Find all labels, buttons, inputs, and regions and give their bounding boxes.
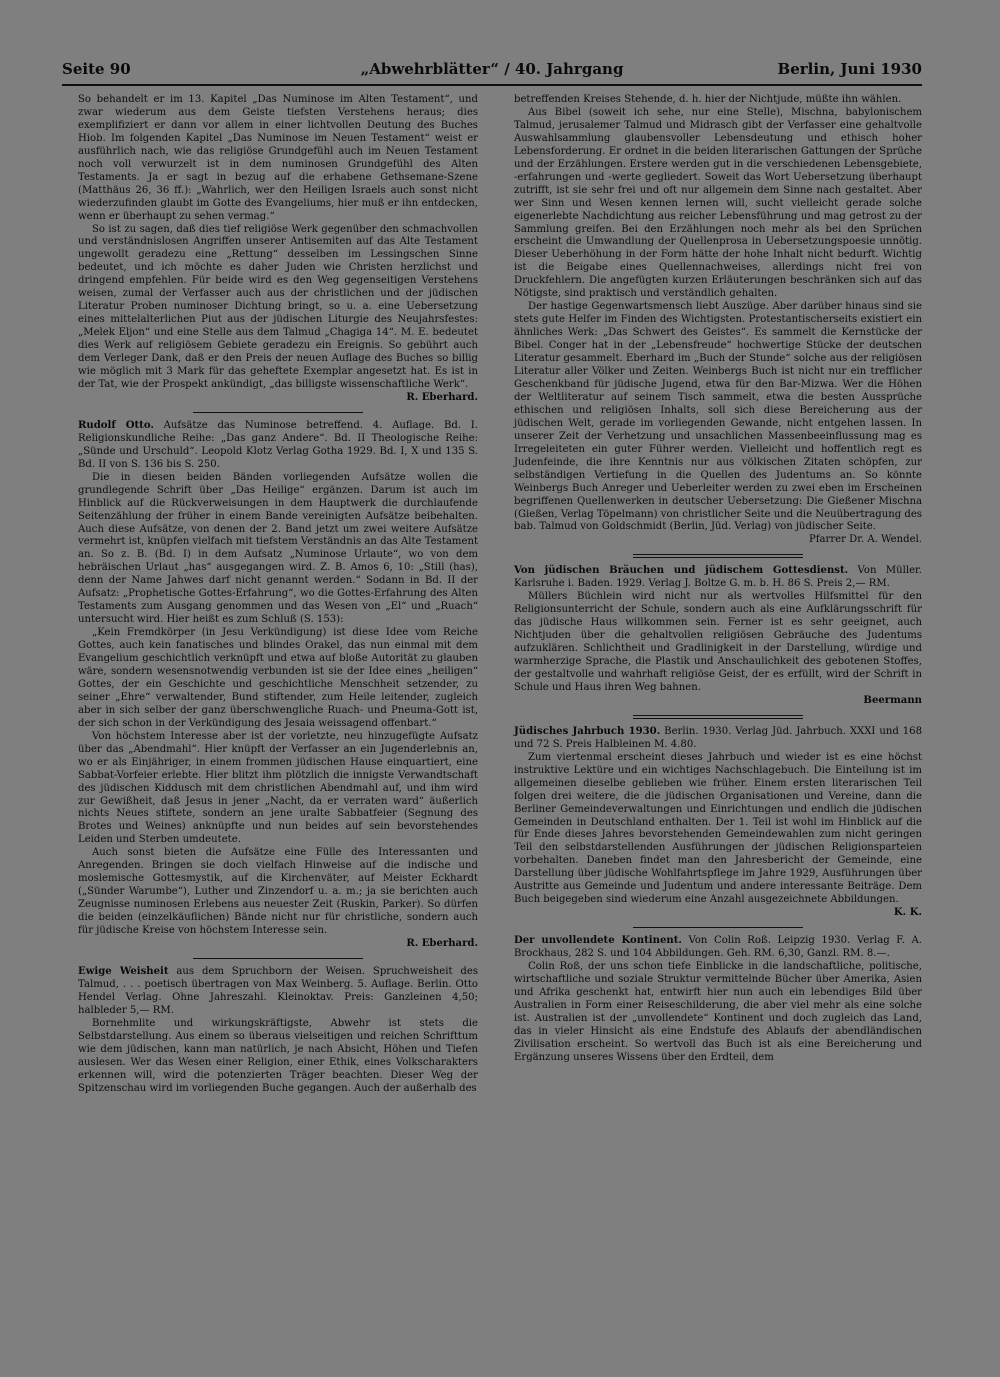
review-bibliography: Aufsätze das Numinose betreffend. 4. Auflage. Bd. I. Religionskundliche Reihe: „Das ganz Andere“. Bd. II Theologische Reihe: „Sünde und Urschuld“. Leopold Klotz Verlag Gotha 1929. Bd. I, X und 135 S. Bd. II von S. 136 bis S. 250. <box>78 419 478 470</box>
review-otto-continued <box>78 94 478 405</box>
review-paragraph: So ist zu sagen, daß dies tief religiöse Werk gegenüber den schmachvollen und verständnislosen Angriffen unserer Antisemiten auf das Alte Testament ungewollt geradezu eine „Rettung“ desselben im Lessingschen Sinne bedeutet, und ich möchte es daher Juden wie Christen herzlichst und dringend empfehlen. Für beide wird es den Weg gegenseitigen Verstehens weisen, zumal der Verfasser auch aus der christlichen und der jüdischen Literatur Proben numinoser Dichtung bringt, so u. a. eine Uebersetzung eines mittelalterlichen Piut aus der jüdischen Liturgie des Neujahrsfestes: „Melek Eljon“ und eine Stelle aus dem Talmud „Chagiga 14“. M. E. bedeutet dies Werk auf religiösem Gebiete geradezu ein Ereignis. So gebührt auch dem Verleger Dank, daß er den Preis der neuen Auflage des Buches so billig wie möglich mit 3 Mark für das geheftete Exemplar angesetzt hat. Es ist in der Tat, wie der Prospekt ankündigt, „das billigste wissenschaftliche Werk“. <box>78 223 478 390</box>
review-paragraph: Colin Roß, der uns schon tiefe Einblicke in die landschaftliche, politische, wirtschaftliche und soziale Struktur vermittelnde Bücher über Amerika, Asien und Afrika geschenkt hat, entwirft hier nun auch ein lebendiges Bild über Australien in Form einer Reiseschilderung, die aber viel mehr als eine solche ist. Australien ist der „unvollendete“ Kontinent und doch zugleich das Land, das in vieler Hinsicht als eine Endstufe des Ablaufs der abendländischen Zivilisation erscheint. So wertvoll das Buch ist als eine Bereicherung und Ergänzung unseres Wissens über den Erdteil, dem <box>514 961 922 1063</box>
review-entry-head <box>514 565 922 591</box>
review-paragraph: So behandelt er im 13. Kapitel „Das Numinose im Alten Testament“, und zwar wiederum aus dem Geiste tiefsten Verstehens heraus; dies exemplifiziert er dann vor allem in einer lichtvollen Deutung des Buches Hiob. Im folgenden Kapitel „Das Numinose im Neuen Testament“ weist er ausführlich nach, wie das religiöse Grundgefühl auch im Neuen Testament noch voll verwurzelt ist in dem numinosen Grundgefühl des Alten Testaments. Ja er sagt in bezug auf die erhabene Gethsemane-Szene (Matthäus 26, 36 ff.): „Wahrlich, wer den Heiligen Israels auch sonst nicht wiederzufinden glaubt im Gotte des Evangeliums, hier muß er ihn entdecken, wenn er überhaupt zu sehen vermag.“ <box>78 94 478 222</box>
separator-rule <box>633 715 803 719</box>
review-bibliography: Von Müller. Karlsruhe i. Baden. 1929. Verlag J. Boltze G. m. b. H. 86 S. Preis 2,— RM. <box>514 565 922 590</box>
review-signature: Pfarrer Dr. A. Wendel. <box>808 534 922 546</box>
publication-title: „Abwehrblätter“ / 40. Jahrgang <box>360 60 624 78</box>
review-bibliography: aus dem Spruchborn der Weisen. Spruchweisheit des Talmud, . . . poetisch übertragen von Max Weinberg. 5. Auflage. Berlin. Otto Hendel Verlag. Ohne Jahreszahl. Kleinoktav. Preis: Ganzleinen 4,50; halbleder 5,— RM. <box>78 965 479 1016</box>
review-paragraph: Aus Bibel (soweit ich sehe, nur eine Stelle), Mischna, babylonischem Talmud, jerusalemer Talmud und Midrasch gibt der Verfasser eine gehaltvolle Auswahlsammlung glaubensvoller Lebensdeutung und ethisch hoher Lebensforderung. Er ordnet in die beiden literarischen Gattungen der Sprüche und der Erzählungen. Erstere werden gut in die verschiedenen Lebensgebiete, -erfahrungen und -werte gegliedert. Soweit das Wort Uebersetzung überhaupt zutrifft, ist sie sehr frei und oft nur allgemein dem Sinne nach gestaltet. Aber wer Sinn und Wesen kennen lernen will, sucht vielleicht gerade solche eigenerlebte Nachdichtung aus reicher Lebensführung und mag getrost zu der Sammlung greifen. Bei den Erzählungen noch mehr als bei den Sprüchen erscheint die Umwandlung der Quellenprosa in Uebersetzungspoesie unnötig. Dieser Ueberhöhung in der Form hätte der hohe Inhalt nicht bedurft. Wichtig ist die Beigabe eines Quellennachweises, allerdings nicht frei von Druckfehlern. Die angefügten kurzen Erläuterungen beschränken sich auf das Nötigste, sind praktisch und verständlich gehalten. <box>514 106 922 300</box>
review-paragraph: Zum viertenmal erscheint dieses Jahrbuch und wieder ist es eine höchst instruktive Lektüre und ein wichtiges Nachschlagebuch. Die Einteilung ist im allgemeinen dieselbe geblieben wie früher. Einem ersten literarischen Teil folgen drei weitere, die die jüdischen Organisationen und Vereine, dann die Berliner Gemeindeverwaltungen und Einrichtungen und endlich die jüdischen Gemeinden in Deutschland enthalten. Der 1. Teil ist wohl im Hinblick auf die für Ende dieses Jahres bevorstehenden Gemeindewahlen zum nicht geringen Teil den selbstdarstellenden Ausführungen der jüdischen Religionsparteien vorbehalten. Daneben findet man den Jahresbericht der Gemeinde, eine Darstellung über jüdische Wohlfahrtspflege im Jahre 1929, Ausführungen über Austritte aus Gemeinde und Judentum und andere interessante Beiträge. Dem Buch beigegeben sind wiederum eine Anzahl ausgezeichnete Abbildungen. <box>514 751 922 906</box>
review-heading: Rudolf Otto. <box>78 419 154 431</box>
review-paragraph: Der hastige Gegenwartsmensch liebt Auszüge. Aber darüber hinaus sind sie stets gute Helfer im Finden des Wichtigsten. Protestantischerseits existiert ein ähnliches Werk: „Das Schwert des Geistes“. Es sammelt die Kernstücke der Bibel. Conger hat in der „Lebensfreude“ hochwertige Stücke der deutschen Literatur gesammelt. Eberhard im „Buch der Stunde“ solche aus der religiösen Literatur aller Völker und Zeiten. Weinbergs Buch ist nicht nur ein trefflicher Geschenkband für jüdische Jugend, etwa für den Bar-Mizwa. Wer die Höhen der Weltliteratur auf seinem Tisch sammelt, etwa die besten Aussprüche ethischen und religiösen Inhalts, soll sich diese Bereicherung aus der jüdischen Welt, gerade im vorliegenden Gewande, nicht entgehen lassen. In unserer Zeit der Verhetzung und unsachlichen Massenbeeinflussung mag es Irregeleiteten ein guter Führer werden. Vielleicht und hoffentlich regt es Judenfeinde, die ihre Kenntnis nur aus völkischen Zitaten schöpfen, zur selbständigen Vertiefung in die Quellen des Judentums an. So könnte Weinbergs Buch Anreger und Ueberleiter werden zu zwei eben im Erscheinen begriffenen Quellenwerken in deutscher Uebersetzung: Die Gießener Mischna (Gießen, Verlag Töpelmann) von christlicher Seite und die Neuübertragung des bab. Talmud von Goldschmidt (Berlin, Jüd. Verlag) von jüdischer Seite. <box>514 301 922 533</box>
review-signature: K. K. <box>893 907 922 919</box>
review-paragraph: Müllers Büchlein wird nicht nur als wertvolles Hilfsmittel für den Religionsunterricht der Schule, sondern auch als eine Aufklärungsschrift für das jüdische Haus willkommen sein. Ferner ist es sehr geeignet, auch Nichtjuden über die gehaltvollen religiösen Gebräuche des Judentums aufzuklären. Schlichtheit und Gradlinigkeit in der Darstellung, würdige und warmherzige Sprache, die Plastik und Anschaulichkeit des gebotenen Stoffes, der gestaltvolle und wahrhaft religiöse Geist, der es erfüllt, wird der Schrift in Schule und Haus ihren Weg bahnen. <box>514 591 922 693</box>
separator-rule <box>633 927 803 928</box>
right-column <box>514 94 922 1065</box>
review-otto-aufsaetze <box>78 420 478 951</box>
issue-date: Berlin, Juni 1930 <box>777 60 922 78</box>
review-signature: Beermann <box>863 694 922 706</box>
review-unvollendete-kontinent <box>514 935 922 1065</box>
review-entry-head <box>78 966 478 1018</box>
review-entry-head <box>514 726 922 752</box>
review-ewige-weisheit-continued <box>514 94 922 547</box>
review-paragraph: Auch sonst bieten die Aufsätze eine Fülle des Interessanten und Anregenden. Bringen sie doch vielfach Hinweise auf die indische und moslemische Gottesmystik, auf die Kirchenväter, auf Meister Eckhardt („Sünder Warumbe“), Luther und Zinzendorf u. a. m.; ja sie berichten auch Zeugnisse numinosen Erlebens aus neuester Zeit (Ruskin, Parker). So dürfen die beiden (einzelkäuflichen) Bände nicht nur für christliche, sondern auch für jüdische Kreise von höchstem Interesse sein. <box>78 847 478 937</box>
review-juedische-braeuche <box>514 565 922 707</box>
review-ewige-weisheit <box>78 966 478 1096</box>
review-signature: R. Eberhard. <box>406 391 478 403</box>
page-number: Seite 90 <box>62 60 131 78</box>
review-heading: Von jüdischen Bräuchen und jüdischem Gottesdienst. <box>514 565 849 577</box>
review-paragraph: Bornehmlite und wirkungskräftigste, Abwehr ist stets die Selbstdarstellung. Aus einem so überaus vielseitigen und reichen Schrifttum wie dem jüdischen, kann man natürlich, je nach Absicht, Höhen und Tiefen auslesen. Wer das Wesen einer Religion, einer Ethik, eines Volkscharakters erkennen will, wird die potenzierten Träger beachten. Dieser Weg der Spitzenschau wird im vorliegenden Buche gegangen. Auch der außerhalb des <box>78 1017 478 1094</box>
review-paragraph: betreffenden Kreises Stehende, d. h. hier der Nichtjude, müßte ihn wählen. <box>514 94 902 105</box>
review-entry-head <box>514 935 922 961</box>
page-header <box>62 58 922 86</box>
review-paragraph: Von höchstem Interesse aber ist der vorletzte, neu hinzugefügte Aufsatz über das „Abendmahl“. Hier knüpft der Verfasser an ein Jugenderlebnis an, wo er als Einjähriger, in einem frommen jüdischen Hause einquartiert, eine Sabbat-Vorfeier erlebte. Hier blitzt ihm plötzlich die innigste Verwandtschaft des jüdischen Kiddusch mit dem christlichen Abendmahl auf, und ihm wird zur Gewißheit, daß Jesus in jener „Nacht, da er verraten ward“ äußerlich nichts Neues stiftete, sondern an jene uralte Sabbatfeier (Segnung des Brotes und Weines) anknüpfte und nun beides auf sein bevorstehendes Leiden und Sterben umdeutete. <box>78 730 478 846</box>
review-bibliography: Berlin. 1930. Verlag Jüd. Jahrbuch. XXXI und 168 und 72 S. Preis Halbleinen M. 4.80. <box>514 725 922 750</box>
separator-rule <box>633 554 803 558</box>
separator-rule <box>193 412 363 413</box>
review-signature: R. Eberhard. <box>406 938 478 949</box>
review-quote: „Kein Fremdkörper (in Jesu Verkündigung) ist diese Idee vom Reiche Gottes, auch kein fanatisches und blindes Orakel, das nun einmal mit dem Evangelium geschichtlich verknüpft und etwa auf bloße Autorität zu glauben wäre, sondern wesensnotwendig verbunden ist sie der Idee eines „heiligen“ Gottes, der ein Geschichte und geschichtliche Menschheit setzender, zu seiner „Ehre“ verwaltender, Bund stiftender, zum Heile leitender, zugleich aber in sich selber der ganz überschwengliche Ruach- und Pneuma-Gott ist, der sich schon in der Verkündigung des Jesaia weissagend offenbart.“ <box>78 627 478 729</box>
review-heading: Der unvollendete Kontinent. <box>514 935 682 947</box>
separator-rule <box>193 958 363 959</box>
left-column <box>78 94 478 1095</box>
review-paragraph: Die in diesen beiden Bänden vorliegenden Aufsätze wollen die grundlegende Schrift über „Das Heilige“ ergänzen. Darum ist auch im Hinblick auf die Rückverweisungen in dem Hauptwerk die durchlaufende Seitenzählung der früher in einem Bande vereinigten Aufsätze beibehalten. Auch diese Aufsätze, von denen der 2. Band jetzt um zwei weitere Aufsätze vermehrt ist, knüpfen vielfach mit tiefstem Verständnis an das Alte Testament an. So z. B. (Bd. I) in dem Aufsatz „Numinose Urlaute“, wo von dem hebräischen Urlaut „has“ ausgegangen wird. Z. B. Amos 6, 10: „Still (has), denn der Name Jahwes darf nicht genannt werden.“ Sodann in Bd. II der Aufsatz: „Prophetische Gottes-Erfahrung“, wo die Gottes-Erfahrung des Alten Testaments zum Ausgang genommen und das Wesen von „El“ und „Ruach“ untersucht wird. Hier heißt es zum Schluß (S. 153): <box>78 471 478 626</box>
review-juedisches-jahrbuch <box>514 726 922 920</box>
review-heading: Jüdisches Jahrbuch 1930. <box>514 725 661 737</box>
review-heading: Ewige Weisheit <box>78 965 169 977</box>
review-entry-head <box>78 420 478 472</box>
review-bibliography: Von Colin Roß. Leipzig 1930. Verlag F. A. Brockhaus, 282 S. und 104 Abbildungen. Geh. RM. 6,30, Ganzl. RM. 8.—. <box>514 935 922 960</box>
